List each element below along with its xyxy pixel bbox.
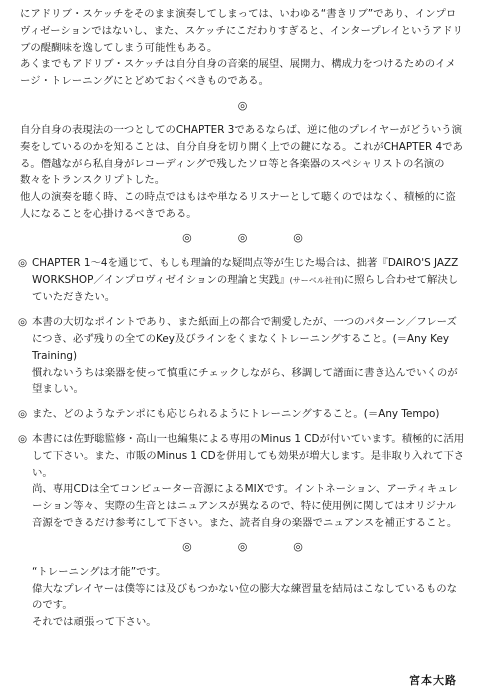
bullet-icon: ◎	[18, 256, 28, 269]
note-text: 本書の大切なポイントであり、また紙面上の都合で割愛したが、一つのパターン／フレーズにつき、必ず残りの全てのKey及びラインをくまなくトレーニングすること。(＝Any Key Training)	[32, 316, 457, 362]
chapter-paragraph-2: 他人の演奏を聴く時、この時点ではもはや単なるリスナーとして聴くのではなく、積極的に盗人になることを心掛けるべきである。	[20, 191, 456, 220]
closing-line-1: “トレーニングは才能”です。	[32, 565, 167, 578]
divider-mark-icon: ◎	[182, 540, 192, 554]
chapter-paragraph-1: 自分自身の表現法の一つとしてのCHAPTER 3であるならば、逆に他のプレイヤーがどういう演奏をしているのかを知ることは、自分自身を切り開く上での鍵になる。これがCHAPTER 4である。僭越ながら私自身がレコーディングで残したソロ等と各楽器のスペシャリストの名演の数々をトランスクリプトした。	[20, 123, 463, 187]
publisher-note: (サーベル社刊)	[289, 275, 344, 285]
bullet-icon: ◎	[18, 432, 28, 445]
divider-mark-icon: ◎	[182, 231, 192, 245]
intro-paragraph-1: にアドリブ・スケッチをそのまま演奏してしまっては、いわゆる“書きリブ”であり、インプロヴィゼーションではないし、また、スケッチにこだわりすぎると、インタープレイというアドリブの醍醐味を逸してしまう可能性もある。	[20, 8, 463, 54]
bullet-icon: ◎	[18, 316, 28, 329]
section-divider-1	[20, 98, 465, 114]
note-item-4-sub: 尚、専用CDは全てコンピューター音源によるMIXです。イントネーション、アーティキュレーション等々、実際の生音とはニュアンスが異なるので、特に使用例に関してはオリジナル音源をできるだけ参考にして下さい。また、読者自身の楽器でニュアンスを補正すること。	[32, 483, 458, 529]
note-item-4	[20, 431, 465, 481]
divider-mark-icon: ◎	[237, 98, 248, 112]
note-item-2	[20, 314, 465, 364]
note-text: に照らし合わせて解決していただきたい。	[32, 273, 459, 304]
note-item-2-sub: 慣れないうちは楽器を使って慎重にチェックしながら、移調して譜面に書き込んでいくのが望ましい。	[32, 366, 458, 396]
divider-mark-icon: ◎	[293, 540, 303, 554]
divider-mark-icon: ◎	[237, 540, 248, 554]
divider-mark-icon: ◎	[293, 231, 303, 245]
section-divider-3	[20, 540, 465, 556]
note-item-3	[20, 406, 465, 423]
bullet-icon: ◎	[18, 408, 28, 421]
author-signature: 宮本大路	[409, 674, 457, 688]
section-divider-2	[20, 231, 465, 247]
note-text: 本書には佐野聡監修・高山一也編集による専用のMinus 1 CDが付いています。積極的に活用して下さい。また、市販のMinus 1 CDを併用しても効果が増大します。是非取り入れて下さい。	[32, 432, 465, 479]
note-text: また、どのようなテンポにも応じられるようにトレーニングすること。(＝Any Tempo)	[32, 408, 440, 421]
closing-line-2: 偉大なプレイヤーは僕等には及びもつかない位の膨大な練習量を結局はこなしているものなのです。	[32, 582, 458, 612]
divider-mark-icon: ◎	[237, 231, 248, 245]
note-item-1	[20, 255, 465, 306]
closing-line-3: それでは頑張って下さい。	[32, 616, 157, 629]
note-text: CHAPTER 1～4を通じて、もしも理論的な疑問点等が生じた場合は、拙著『DAIRO'S JAZZ WORKSHOP／インプロヴィゼイションの理論と実践』	[32, 256, 459, 286]
intro-paragraph-2: あくまでもアドリブ・スケッチは自分自身の音楽的展望、展開力、構成力をつけるためのイメージ・トレーニングにとどめておくべきものである。	[20, 58, 456, 88]
